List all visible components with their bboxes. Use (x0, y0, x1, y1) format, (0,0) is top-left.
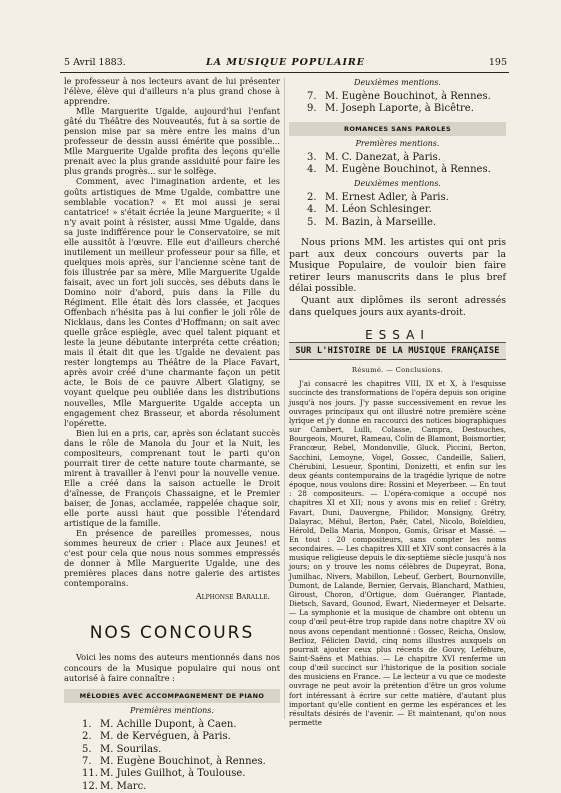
concours-heading: NOS CONCOURS (89, 623, 255, 644)
entry-number: 11. (82, 768, 98, 780)
list-item (64, 768, 280, 780)
notice-paragraph: Quant aux diplômes ils seront adressés dans quelques jours aux ayants-droit. (289, 295, 506, 318)
header-rule (60, 72, 509, 73)
left-paragraph: En présence de pareilles promesses, nous sommes heureux de crier : Place aux Jeunes! et c'est pour cela que nous nous sommes empressés de donner à Mlle Marguerite Ugalde, une des premières places dans notre galerie des artistes contemporains. (64, 528, 280, 589)
list-item (289, 152, 506, 164)
entry-text: M. Eugène Bouchinot, à Rennes. (325, 164, 491, 176)
first-mentions-label: Premières mentions. (355, 138, 440, 148)
list-item (64, 744, 280, 756)
list-item (289, 164, 506, 176)
entry-number: 2. (82, 731, 92, 743)
entry-text: M. C. Danezat, à Paris. (325, 151, 441, 163)
concours-intro: Voici les noms des auteurs mentionnés dans nos concours de la Musique populaire qui nous ont autorisé à faire connaître : (64, 652, 280, 683)
entry-text: M. Bazin, à Marseille. (325, 216, 437, 228)
left-paragraph: le professeur à nos lecteurs avant de lui présenter l'élève, élève qui d'ailleurs n'a plus grand chose à apprendre. (64, 76, 280, 107)
entry-text: M. Eugène Bouchinot, à Rennes. (100, 755, 266, 767)
entry-number: 12. (82, 780, 98, 792)
list-item (289, 204, 506, 216)
entry-text: M. Jules Guilhot, à Toulouse. (100, 768, 246, 780)
entry-text: M. Sourilas. (100, 743, 162, 755)
right-column (289, 76, 506, 727)
entry-number: 5. (82, 743, 92, 755)
entry-number: 2. (307, 191, 317, 203)
left-paragraph: Mlle Marguerite Ugalde, aujourd'hui l'enfant gâté du Théâtre des Nouveautés, fut à sa sortie de pension mise par sa mère entre les mains d'un professeur de dessin aussi émérite que possible... Mlle Marguerite Ugalde profita des leçons qu'elle prenait avec la plus grande assiduité pour faire les plus grands progrès... sur le solfège. (64, 106, 280, 177)
entry-text: M. Eugène Bouchinot, à Rennes. (325, 91, 491, 103)
entry-number: 4. (307, 164, 317, 176)
section-banner-melodies: MÉLODIES AVEC ACCOMPAGNEMENT DE PIANO (64, 689, 280, 703)
entry-number: 5. (307, 216, 317, 228)
entry-number: 4. (307, 204, 317, 216)
left-paragraph: Comment, avec l'imagination ardente, et les goûts artistiques de Mme Ugalde, combattre une semblable vocation? « Et moi aussi je serai cantatrice! » s'était écriée la jeune Marguerite; « il n'y avait point à résister, aussi Mme Ugalde, dans sa juste indifférence pour le Conservatoire, se mit elle aussitôt à l'œuvre. Elle eut d'ailleurs cherché inutilement un meilleur professeur pour sa fille, et quelques mois après, sur l'ancienne scène tant de fois illustrée par sa mère, Mlle Marguerite Ugalde faisait, avec un fort joli succès, ses débuts dans le Domino noir d'abord, puis dans la Fille du Régiment. Elle était dès lors classée, et Jacques Offenbach n'hésita pas à lui confier le joli rôle de Nicklaus, dans les Contes d'Hoffmann; on sait avec quelle grâce espiègle, avec quel talent piquant et leste la jeune débutante interpréta cette création; mais il était dit que les Ugalde ne devaient pas rester longtemps au Théâtre de la Place Favart, après avoir créé d'une charmante façon un petit acte, le Bois de ce pauvre Albert Glatigny, se voyant quelque peu oubliée dans les distributions nouvelles, Mlle Marguerite Ugalde accepta un engagement chez Brasseur, et aborda résolument l'opérette. (64, 176, 280, 428)
second-mentions-label: Deuxièmes mentions. (354, 78, 441, 87)
essai-title: ESSAI (365, 328, 430, 343)
left-column (64, 76, 280, 793)
entry-number: 7. (307, 91, 317, 103)
essai-subtitle: SUR L'HISTOIRE DE LA MUSIQUE FRANÇAISE (289, 342, 506, 360)
header-page-number: 195 (488, 57, 507, 68)
entry-text: M. Marc. (100, 780, 147, 792)
left-paragraph: Bien lui en a pris, car, après son éclatant succès dans le rôle de Manola du Jour et la Nuit, les compositeurs, comprenant tout le parti qu'on pourrait tirer de cette nature toute charmante, se mirent à travailler à l'envi pour la nouvelle venue. Elle a créé dans la saison actuelle le Droit d'aînesse, de François Chassaigne, et le Premier baiser, de Jonas, acclamée, rappelée chaque soir, elle porte aussi haut que possible l'étendard artistique de la famille. (64, 427, 280, 529)
article-signature: Alphonse Baralle. (195, 592, 270, 602)
column-separator (284, 78, 285, 719)
list-item (64, 719, 280, 731)
essai-paragraph: J'ai consacré les chapitres VIII, IX et X, à l'esquisse succincte des transformations de l'opéra depuis son origine jusqu'à nos jours. J'y passe successivement en revue les ouvrages principaux qui ont illustré notre première scène lyrique et j'y donne en raccourci des notices biographiques sur Cambert, Lulli, Colasse, Campra, Destouches, Bourgeois, Mouret, Rameau, Colin de Blamont, Boismortier, Francœur, Rebel, Mondonville, Gluck, Piccini, Berton, Sacchini, Lemoyne, Vogel, Gossec, Candeille, Salieri, Chérubini, Lesueur, Spontini, Donizetti, et enfin sur les deux géants contemporains de la tragédie lyrique de notre époque, nous voulons dire: Rossini et Meyerbeer. — En tout : 28 compositeurs. — L'opéra-comique a occupé nos chapitres XI et XII; nous y avons mis en relief : Grétry, Favart, Duni, Dauvergne, Philidor, Monsigny, Grétry, Dalayrac, Méhul, Berton, Paër, Catel, Nicolo, Boïeldieu, Hérold, Della Maria, Monpou, Gomis, Grisar et Massé. — En tout : 20 compositeurs, sans compter les noms secondaires. — Les chapitres XIII et XIV sont consacrés à la musique religieuse depuis le dix-septième siècle jusqu'à nos jours; on y trouve les noms célèbres de Dupeyrat, Bona, Jumilhac, Nivers, Mabillon, Lebeuf, Gerbert, Bournonville, Dumont, de Lalande, Bernier, Gervais, Blanchard, Mathieu, Giroust, Choron, d'Ortigue, dom Guéranger, Plantade, Dietsch, Savard, Gounod, Ewart, Niedermeyer et Delsarte. — La symphonie et la musique de chambre ont obtenu un coup d'œil peut-être trop rapide dans notre chapitre XV où nous avons cependant mentionné : Gossec, Reicha, Onslow, Berlioz, Félicien David, cinq noms illustres auxquels on pourrait ajouter ceux plus récents de Gouvy, Lefébure, Saint-Saëns et Mathias. — Le chapitre XVI renferme un coup d'œil succinct sur l'historique de la position sociale des musiciens en France. — Le lecteur a vu que ce modeste ouvrage ne peut avoir la prétention d'être un gros volume fort intéressant à écrire sur cette matière, d'autant plus important qu'elle contient en germe les espérances et les résultats désirés de l'avenir. — Et maintenant, qu'on nous permette (289, 379, 506, 728)
notice-paragraph: Nous prions MM. les artistes qui ont pris part aux deux concours ouverts par la Musique Populaire, de vouloir bien faire retirer leurs manuscrits dans le plus bref délai possible. (289, 237, 506, 295)
entry-text: M. Ernest Adler, à Paris. (325, 191, 449, 203)
list-item (64, 731, 280, 743)
list-item (64, 781, 280, 793)
entry-text: M. de Kervéguen, à Paris. (100, 731, 231, 743)
header-date: 5 Avril 1883. (64, 57, 126, 68)
list-item (64, 756, 280, 768)
running-header (64, 57, 507, 71)
entry-text: M. Achille Dupont, à Caen. (100, 718, 237, 730)
entry-text: M. Joseph Laporte, à Bicêtre. (325, 103, 474, 115)
entry-number: 9. (307, 103, 317, 115)
list-item (289, 192, 506, 204)
entry-text: M. Léon Schlesinger. (325, 204, 432, 216)
essai-body (289, 379, 506, 727)
section-banner-romances: ROMANCES SANS PAROLES (289, 122, 506, 136)
list-item (289, 217, 506, 229)
essai-resume-label: Résumé. — Conclusions. (351, 366, 444, 375)
list-item (289, 103, 506, 115)
second-mentions-label: Deuxièmes mentions. (354, 178, 441, 188)
first-mentions-label: Premières mentions. (130, 705, 214, 715)
entry-number: 1. (82, 718, 92, 730)
header-title: LA MUSIQUE POPULAIRE (205, 57, 366, 68)
entry-number: 7. (82, 755, 92, 767)
list-item (289, 91, 506, 103)
entry-number: 3. (307, 151, 317, 163)
